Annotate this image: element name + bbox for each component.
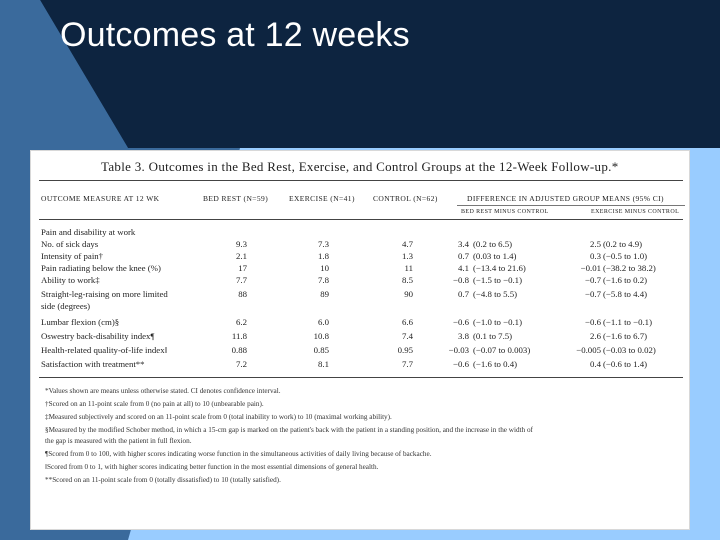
bed-rest-value: 7.7 xyxy=(236,275,247,285)
table-row xyxy=(31,239,690,251)
bed-rest-ci: (−4.8 to 5.5) xyxy=(473,289,518,299)
table-row xyxy=(31,251,690,263)
bed-rest-diff: 0.7 xyxy=(458,251,469,261)
footnote: **Scored on an 11-point scale from 0 (totally dissatisfied) to 10 (totally satisfied). xyxy=(45,476,281,484)
subheader-exercise-minus-control: EXERCISE MINUS CONTROL xyxy=(591,209,680,215)
bed-rest-value: 7.2 xyxy=(236,359,247,369)
bed-rest-ci: (−0.07 to 0.003) xyxy=(473,345,531,355)
exercise-diff: 2.5 xyxy=(590,239,601,249)
table-top-rule xyxy=(39,180,683,181)
bed-rest-ci: (0.1 to 7.5) xyxy=(473,331,513,341)
control-value: 90 xyxy=(404,289,413,299)
exercise-value: 8.1 xyxy=(318,359,329,369)
table-row xyxy=(31,331,690,343)
bed-rest-ci: (−1.5 to −0.1) xyxy=(473,275,523,285)
control-value: 0.95 xyxy=(397,345,413,355)
row-label: Lumbar flexion (cm)§ xyxy=(41,317,120,327)
table-bottom-rule xyxy=(39,377,683,378)
col-header-control: CONTROL (N=62) xyxy=(373,194,438,203)
col-header-difference: DIFFERENCE IN ADJUSTED GROUP MEANS (95% CI) xyxy=(467,194,664,203)
exercise-value: 7.8 xyxy=(318,275,329,285)
slide-title: Outcomes at 12 weeks xyxy=(60,16,410,54)
footnote: ‡Measured subjectively and scored on an 11-point scale from 0 (total inability to work) to 10 (maximal working ability). xyxy=(45,413,392,421)
bed-rest-ci: (0.03 to 1.4) xyxy=(473,251,517,261)
table-row xyxy=(31,301,690,313)
bed-rest-diff: −0.6 xyxy=(453,359,469,369)
exercise-ci: (−1.6 to 0.2) xyxy=(603,275,648,285)
table-row xyxy=(31,289,690,301)
row-label: Satisfaction with treatment** xyxy=(41,359,145,369)
exercise-diff: 0.3 xyxy=(590,251,601,261)
exercise-ci: (−5.8 to 4.4) xyxy=(603,289,648,299)
row-label: Pain radiating below the knee (%) xyxy=(41,263,161,273)
bed-rest-diff: 4.1 xyxy=(458,263,469,273)
bed-rest-value: 88 xyxy=(238,289,247,299)
bed-rest-ci: (−1.6 to 0.4) xyxy=(473,359,518,369)
control-value: 11 xyxy=(404,263,413,273)
exercise-diff: −0.7 xyxy=(585,289,601,299)
footnote: §Measured by the modified Schober method, in which a 15-cm gap is marked on the patient's back with the patient in a standing position, and the increase in the width of xyxy=(45,426,533,434)
exercise-value: 1.8 xyxy=(318,251,329,261)
exercise-ci: (−1.1 to −0.1) xyxy=(603,317,653,327)
exercise-ci: (−38.2 to 38.2) xyxy=(603,263,656,273)
row-label: Pain and disability at work xyxy=(41,227,136,237)
bed-rest-diff: −0.6 xyxy=(453,317,469,327)
footnote: †Scored on an 11-point scale from 0 (no pain at all) to 10 (unbearable pain). xyxy=(45,400,264,408)
control-value: 4.7 xyxy=(402,239,413,249)
row-label: Intensity of pain† xyxy=(41,251,104,261)
exercise-value: 6.0 xyxy=(318,317,329,327)
control-value: 1.3 xyxy=(402,251,413,261)
bed-rest-diff: 3.8 xyxy=(458,331,469,341)
exercise-ci: (−1.6 to 6.7) xyxy=(603,331,648,341)
control-value: 7.7 xyxy=(402,359,413,369)
footnote: ‖Scored from 0 to 1, with higher scores indicating better function in the most essential dimensions of general health. xyxy=(45,463,379,471)
table-row xyxy=(31,275,690,287)
table-row xyxy=(31,345,690,357)
exercise-value: 10.8 xyxy=(313,331,329,341)
exercise-ci: (−0.5 to 1.0) xyxy=(603,251,648,261)
control-value: 6.6 xyxy=(402,317,413,327)
row-label: Ability to work‡ xyxy=(41,275,100,285)
bed-rest-ci: (−13.4 to 21.6) xyxy=(473,263,526,273)
row-label: Straight-leg-raising on more limited xyxy=(41,289,168,299)
exercise-value: 0.85 xyxy=(313,345,329,355)
table-row xyxy=(31,263,690,275)
control-value: 8.5 xyxy=(402,275,413,285)
footnote: *Values shown are means unless otherwise stated. CI denotes confidence interval. xyxy=(45,387,281,395)
subheader-rule xyxy=(457,205,685,206)
row-label: Oswestry back-disability index¶ xyxy=(41,331,155,341)
exercise-diff: −0.01 xyxy=(580,263,601,273)
exercise-diff: −0.7 xyxy=(585,275,601,285)
table-row xyxy=(31,317,690,329)
table-row xyxy=(31,359,690,371)
bed-rest-value: 0.88 xyxy=(231,345,247,355)
subheader-bed-rest-minus-control: BED REST MINUS CONTROL xyxy=(461,209,549,215)
exercise-ci: (0.2 to 4.9) xyxy=(603,239,643,249)
table-row xyxy=(31,227,690,239)
exercise-value: 7.3 xyxy=(318,239,329,249)
bed-rest-diff: 3.4 xyxy=(458,239,469,249)
col-header-bed-rest: BED REST (N=59) xyxy=(203,194,269,203)
bed-rest-diff: −0.03 xyxy=(448,345,469,355)
exercise-diff: 0.4 xyxy=(590,359,601,369)
exercise-diff: −0.6 xyxy=(585,317,601,327)
bed-rest-diff: −0.8 xyxy=(453,275,469,285)
bed-rest-value: 17 xyxy=(238,263,247,273)
table-title: Table 3. Outcomes in the Bed Rest, Exercise, and Control Groups at the 12-Week Follow-up.* xyxy=(101,159,619,174)
control-value: 7.4 xyxy=(402,331,413,341)
row-label: side (degrees) xyxy=(41,301,91,311)
bed-rest-value: 6.2 xyxy=(236,317,247,327)
exercise-diff: 2.6 xyxy=(590,331,601,341)
exercise-value: 10 xyxy=(320,263,329,273)
bed-rest-ci: (0.2 to 6.5) xyxy=(473,239,513,249)
footnote: ¶Scored from 0 to 100, with higher scores indicating worse function in the simultaneous activities of daily living because of backache. xyxy=(45,450,432,458)
exercise-ci: (−0.6 to 1.4) xyxy=(603,359,648,369)
row-label: Health-related quality-of-life index‖ xyxy=(41,345,168,355)
col-header-outcome: OUTCOME MEASURE AT 12 WK xyxy=(41,194,160,203)
row-label: No. of sick days xyxy=(41,239,99,249)
bed-rest-diff: 0.7 xyxy=(458,289,469,299)
bed-rest-value: 9.3 xyxy=(236,239,247,249)
col-header-exercise: EXERCISE (N=41) xyxy=(289,194,355,203)
exercise-value: 89 xyxy=(320,289,329,299)
table-image xyxy=(30,150,690,530)
bed-rest-value: 2.1 xyxy=(236,251,247,261)
exercise-ci: (−0.03 to 0.02) xyxy=(603,345,656,355)
bed-rest-ci: (−1.0 to −0.1) xyxy=(473,317,523,327)
bed-rest-value: 11.8 xyxy=(231,331,247,341)
table-header-rule xyxy=(39,219,683,220)
footnote: the gap is measured with the patient in full flexion. xyxy=(45,437,192,445)
exercise-diff: −0.005 xyxy=(576,345,601,355)
